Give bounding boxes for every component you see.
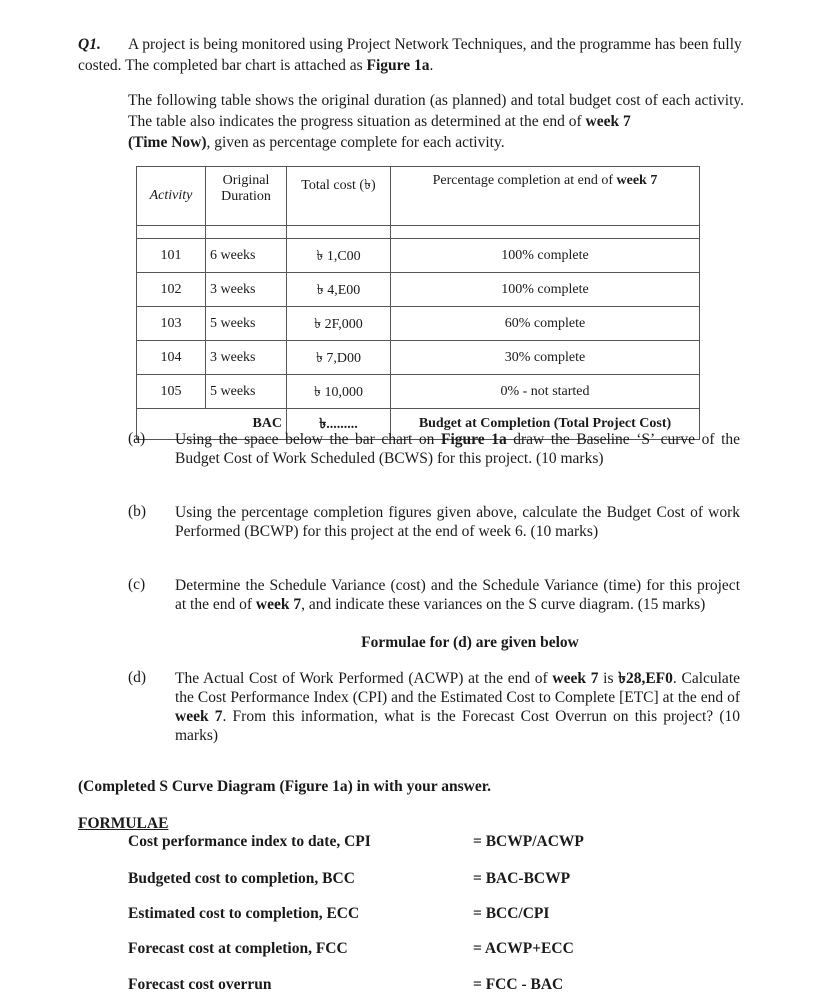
- cell-cost: ৳ 4,E00: [287, 273, 391, 307]
- intro-part1: The following table shows the original duration (as planned) and total budget cost of each activity. The table also indicates the progress situation as determined at the end of: [128, 92, 744, 130]
- cell-activity: 105: [137, 375, 206, 409]
- header-activity: Activity: [137, 167, 206, 226]
- bac-description: Budget at Completion (Total Project Cost): [391, 409, 700, 440]
- header-duration: [206, 167, 287, 226]
- part-c-label: (c): [128, 576, 146, 593]
- cell-activity: 101: [137, 239, 206, 273]
- formula-equation: = FCC - BAC: [473, 976, 564, 993]
- figure-reference: Figure 1a: [366, 57, 430, 74]
- question-header: [78, 34, 744, 76]
- activity-table: [136, 166, 700, 440]
- formula-equation: = BAC-BCWP: [473, 870, 571, 887]
- cell-cost: ৳ 2F,000: [287, 307, 391, 341]
- part-b-label: (b): [128, 503, 147, 520]
- part-c-week: week 7: [255, 596, 302, 613]
- bac-label: BAC: [206, 409, 287, 440]
- question-text: A project is being monitored using Project Network Techniques, and the programme has been fully costed. The completed bar chart is attached as: [78, 36, 742, 74]
- part-d-week-b: week 7: [175, 708, 223, 725]
- formula-name: Forecast cost overrun: [128, 976, 272, 993]
- part-d-text4: . From this information, what is the Forecast Cost Overrun on this project? (10 marks): [175, 708, 741, 744]
- part-c-text2: , and indicate these variances on the S curve diagram. (15 marks): [301, 596, 706, 613]
- cell-duration: 3 weeks: [206, 273, 287, 307]
- cell-activity: 104: [137, 341, 206, 375]
- header-percent: [391, 167, 700, 226]
- cell-percent: 100% complete: [391, 239, 700, 273]
- intro-paragraph: [128, 90, 744, 153]
- cell-percent: 0% - not started: [391, 375, 700, 409]
- intro-part2: , given as percentage complete for each activity.: [206, 134, 505, 151]
- formulae-note: Formulae for (d) are given below: [361, 634, 579, 651]
- cell-activity: 102: [137, 273, 206, 307]
- header-percent-prefix: Percentage completion at end of: [432, 173, 617, 188]
- table-row: [137, 375, 700, 409]
- cell-duration: 3 weeks: [206, 341, 287, 375]
- cell-percent: 100% complete: [391, 273, 700, 307]
- cell-cost: ৳ 10,000: [287, 375, 391, 409]
- cell-percent: 30% complete: [391, 341, 700, 375]
- part-d-text2: is: [598, 670, 619, 687]
- part-a-label: (a): [128, 430, 146, 447]
- part-c-text1: Determine the Schedule Variance (cost) and the Schedule Variance (time) for this project at the end of: [175, 577, 740, 613]
- part-d-amount: ৳28,EF0: [618, 670, 673, 687]
- table-row: [137, 239, 700, 273]
- cell-activity: 103: [137, 307, 206, 341]
- part-a-text1: Using the space below the bar chart on: [175, 431, 441, 448]
- table-row: [137, 341, 700, 375]
- formula-name: Forecast cost at completion, FCC: [128, 940, 348, 957]
- cell-duration: 6 weeks: [206, 239, 287, 273]
- formula-equation: = BCWP/ACWP: [473, 833, 584, 850]
- header-percent-week: week 7: [616, 173, 658, 188]
- part-d-text: [175, 669, 740, 745]
- formula-equation: = BCC/CPI: [473, 905, 550, 922]
- part-d-text1: The Actual Cost of Work Performed (ACWP) at the end of: [175, 670, 553, 687]
- part-d-text3: . Calculate the Cost Performance Index (CPI) and the Estimated Cost to Complete [ETC] at the end of: [175, 670, 741, 706]
- cell-duration: 5 weeks: [206, 307, 287, 341]
- part-c-text: [175, 576, 740, 614]
- formula-name: Estimated cost to completion, ECC: [128, 905, 360, 922]
- question-text-end: .: [429, 57, 434, 74]
- cell-cost: ৳ 7,D00: [287, 341, 391, 375]
- part-b-text: Using the percentage completion figures given above, calculate the Budget Cost of work Performed (BCWP) for this project at the end of week 6. (10 marks): [175, 504, 740, 540]
- header-duration-line1: Original: [222, 173, 270, 188]
- part-a-text2: draw the Baseline ‘S’ curve of the Budget Cost of Work Scheduled (BCWS) for this project. (10 marks): [175, 431, 741, 467]
- table-header-row: [137, 167, 700, 226]
- formula-equation: = ACWP+ECC: [473, 940, 574, 957]
- header-duration-line2: Duration: [221, 189, 271, 204]
- question-number: Q1.: [78, 36, 101, 53]
- table-row: [137, 307, 700, 341]
- formula-name: Cost performance index to date, CPI: [128, 833, 371, 850]
- part-d-week-a: week 7: [552, 670, 599, 687]
- completed-note: (Completed S Curve Diagram (Figure 1a) in with your answer.: [78, 778, 492, 795]
- bac-value: ৳.........: [287, 409, 391, 440]
- table-row: [137, 273, 700, 307]
- part-a-text: [175, 430, 740, 468]
- header-cost: Total cost (৳): [287, 167, 391, 226]
- cell-percent: 60% complete: [391, 307, 700, 341]
- cell-cost: ৳ 1,C00: [287, 239, 391, 273]
- formulae-heading: FORMULAE: [78, 815, 169, 832]
- formula-name: Budgeted cost to completion, BCC: [128, 870, 355, 887]
- intro-week: week 7: [585, 113, 631, 130]
- cell-duration: 5 weeks: [206, 375, 287, 409]
- part-a-figure: Figure 1a: [441, 431, 507, 448]
- intro-time-now: (Time Now): [128, 134, 207, 151]
- part-d-label: (d): [128, 669, 147, 686]
